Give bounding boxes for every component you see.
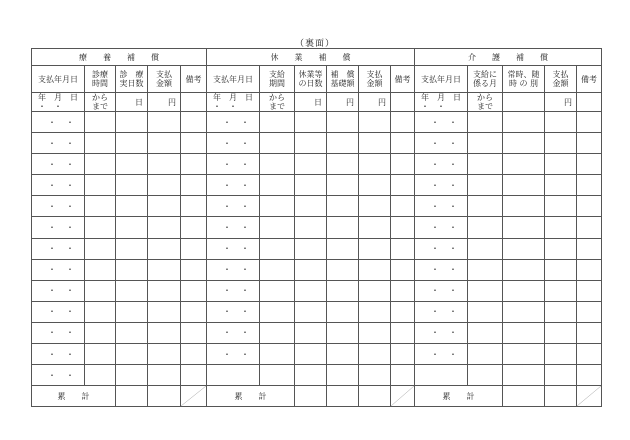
entry-cell[interactable] — [327, 217, 359, 238]
entry-cell[interactable] — [327, 154, 359, 175]
entry-cell[interactable] — [468, 322, 503, 343]
entry-cell[interactable] — [545, 217, 577, 238]
entry-cell[interactable] — [260, 112, 295, 133]
entry-cell[interactable] — [359, 196, 391, 217]
entry-cell[interactable] — [148, 217, 181, 238]
unit-cell: 円 — [148, 93, 181, 112]
column-header: 支払年月日 — [32, 66, 85, 93]
payment-date-cell[interactable] — [207, 365, 260, 386]
entry-cell[interactable] — [295, 280, 327, 301]
entry-cell[interactable] — [577, 217, 602, 238]
payment-date-cell[interactable]: ・・ — [415, 133, 468, 154]
entry-cell[interactable] — [468, 217, 503, 238]
entry-cell[interactable] — [85, 280, 116, 301]
table-row — [32, 175, 602, 196]
entry-cell[interactable] — [577, 259, 602, 280]
entry-cell[interactable] — [85, 217, 116, 238]
entry-cell[interactable] — [295, 238, 327, 259]
payment-date-cell[interactable]: ・・ — [415, 238, 468, 259]
entry-cell[interactable] — [181, 259, 207, 280]
total-cell[interactable] — [116, 386, 148, 407]
payment-date-cell[interactable]: ・・ — [32, 322, 85, 343]
unit-cell: 円 — [359, 93, 391, 112]
entry-cell[interactable] — [468, 154, 503, 175]
total-label: 累 計 — [207, 386, 295, 407]
table-row — [32, 217, 602, 238]
payment-date-cell[interactable]: ・・ — [207, 217, 260, 238]
entry-cell[interactable] — [148, 196, 181, 217]
payment-date-cell[interactable]: ・・ — [415, 280, 468, 301]
entry-cell[interactable] — [260, 322, 295, 343]
entry-cell[interactable] — [116, 301, 148, 322]
entry-cell[interactable] — [260, 365, 295, 386]
payment-date-cell[interactable]: ・・ — [32, 175, 85, 196]
entry-cell[interactable] — [116, 154, 148, 175]
payment-date-cell[interactable]: ・・ — [207, 322, 260, 343]
entry-cell[interactable] — [577, 344, 602, 365]
entry-cell[interactable] — [85, 175, 116, 196]
entry-cell[interactable] — [148, 365, 181, 386]
entry-cell[interactable] — [391, 175, 415, 196]
payment-date-cell[interactable]: ・・ — [415, 154, 468, 175]
entry-cell[interactable] — [468, 196, 503, 217]
entry-cell[interactable] — [468, 175, 503, 196]
entry-cell[interactable] — [148, 301, 181, 322]
table-row — [32, 112, 602, 133]
entry-cell[interactable] — [260, 344, 295, 365]
payment-date-cell[interactable]: ・・ — [207, 112, 260, 133]
entry-cell[interactable] — [359, 217, 391, 238]
entry-cell[interactable] — [391, 196, 415, 217]
compensation-ledger-table — [31, 48, 602, 407]
payment-date-cell[interactable]: ・・ — [207, 301, 260, 322]
entry-cell[interactable] — [148, 238, 181, 259]
entry-cell[interactable] — [116, 365, 148, 386]
payment-date-cell[interactable]: ・・ — [32, 301, 85, 322]
column-header: 補 償 基礎額 — [327, 66, 359, 93]
table-row — [32, 238, 602, 259]
entry-cell[interactable] — [391, 259, 415, 280]
entry-cell[interactable] — [327, 280, 359, 301]
entry-cell[interactable] — [503, 365, 545, 386]
entry-cell[interactable] — [359, 280, 391, 301]
payment-date-cell[interactable]: ・・ — [32, 259, 85, 280]
payment-date-cell[interactable]: ・・ — [32, 217, 85, 238]
payment-date-cell[interactable]: ・・ — [415, 301, 468, 322]
entry-cell[interactable] — [545, 301, 577, 322]
entry-cell[interactable] — [468, 238, 503, 259]
payment-date-cell[interactable]: ・・ — [207, 196, 260, 217]
column-header: 休業等 の日数 — [295, 66, 327, 93]
entry-cell[interactable] — [503, 196, 545, 217]
entry-cell[interactable] — [468, 280, 503, 301]
entry-cell[interactable] — [327, 238, 359, 259]
entry-cell[interactable] — [359, 112, 391, 133]
entry-cell[interactable] — [116, 175, 148, 196]
entry-cell[interactable] — [503, 322, 545, 343]
entry-cell[interactable] — [181, 175, 207, 196]
entry-cell[interactable] — [545, 154, 577, 175]
entry-cell[interactable] — [148, 175, 181, 196]
entry-cell[interactable] — [545, 259, 577, 280]
total-cell[interactable] — [327, 386, 359, 407]
entry-cell[interactable] — [148, 133, 181, 154]
entry-cell[interactable] — [503, 175, 545, 196]
entry-cell[interactable] — [295, 133, 327, 154]
payment-date-cell[interactable]: ・・ — [32, 112, 85, 133]
payment-date-cell[interactable]: ・・ — [207, 133, 260, 154]
entry-cell[interactable] — [545, 238, 577, 259]
payment-date-cell[interactable]: ・・ — [207, 238, 260, 259]
entry-cell[interactable] — [116, 238, 148, 259]
total-cell[interactable] — [545, 386, 577, 407]
entry-cell[interactable] — [260, 154, 295, 175]
column-header: 備考 — [577, 66, 602, 93]
payment-date-cell[interactable]: ・・ — [32, 344, 85, 365]
entry-cell[interactable] — [295, 154, 327, 175]
entry-cell[interactable] — [148, 154, 181, 175]
entry-cell[interactable] — [577, 112, 602, 133]
entry-cell[interactable] — [85, 112, 116, 133]
table-row — [32, 133, 602, 154]
section-title-1: 療 養 補 償 — [32, 49, 207, 66]
entry-cell[interactable] — [148, 344, 181, 365]
entry-cell[interactable] — [295, 217, 327, 238]
entry-cell[interactable] — [260, 301, 295, 322]
entry-cell[interactable] — [577, 280, 602, 301]
total-cell[interactable] — [295, 386, 327, 407]
entry-cell[interactable] — [359, 259, 391, 280]
entry-cell[interactable] — [359, 365, 391, 386]
entry-cell[interactable] — [260, 196, 295, 217]
entry-cell[interactable] — [295, 196, 327, 217]
entry-cell[interactable] — [545, 365, 577, 386]
entry-cell[interactable] — [327, 175, 359, 196]
entry-cell[interactable] — [85, 154, 116, 175]
entry-cell[interactable] — [260, 133, 295, 154]
total-remarks-void-cell — [391, 386, 415, 407]
unit-cell — [391, 93, 415, 112]
entry-cell[interactable] — [468, 133, 503, 154]
entry-cell[interactable] — [545, 280, 577, 301]
unit-cell: から まで — [85, 93, 116, 112]
entry-cell[interactable] — [85, 344, 116, 365]
entry-cell[interactable] — [327, 112, 359, 133]
entry-cell[interactable] — [503, 344, 545, 365]
entry-cell[interactable] — [327, 365, 359, 386]
total-cell[interactable] — [503, 386, 545, 407]
entry-cell[interactable] — [260, 217, 295, 238]
column-header: 備考 — [181, 66, 207, 93]
entry-cell[interactable] — [391, 365, 415, 386]
unit-cell: 年 月 日 ・ ・ — [415, 93, 468, 112]
entry-cell[interactable] — [116, 280, 148, 301]
entry-cell[interactable] — [468, 301, 503, 322]
entry-cell[interactable] — [468, 344, 503, 365]
entry-cell[interactable] — [327, 133, 359, 154]
entry-cell[interactable] — [391, 133, 415, 154]
entry-cell[interactable] — [503, 133, 545, 154]
entry-cell[interactable] — [545, 322, 577, 343]
total-remarks-void-cell — [181, 386, 207, 407]
column-header: 支払 金額 — [148, 66, 181, 93]
entry-cell[interactable] — [116, 322, 148, 343]
total-cell[interactable] — [359, 386, 391, 407]
payment-date-cell[interactable]: ・・ — [207, 175, 260, 196]
entry-cell[interactable] — [391, 280, 415, 301]
entry-cell[interactable] — [545, 196, 577, 217]
unit-cell: 円 — [545, 93, 577, 112]
entry-cell[interactable] — [503, 259, 545, 280]
entry-cell[interactable] — [260, 259, 295, 280]
entry-cell[interactable] — [359, 175, 391, 196]
entry-cell[interactable] — [391, 154, 415, 175]
entry-cell[interactable] — [577, 365, 602, 386]
entry-cell[interactable] — [468, 259, 503, 280]
payment-date-cell[interactable]: ・・ — [415, 259, 468, 280]
unit-cell: 円 — [327, 93, 359, 112]
entry-cell[interactable] — [503, 217, 545, 238]
entry-cell[interactable] — [545, 175, 577, 196]
entry-cell[interactable] — [295, 301, 327, 322]
entry-cell[interactable] — [260, 280, 295, 301]
column-header: 支払年月日 — [207, 66, 260, 93]
entry-cell[interactable] — [181, 280, 207, 301]
entry-cell[interactable] — [327, 196, 359, 217]
column-header: 支給に 係る月 — [468, 66, 503, 93]
entry-cell[interactable] — [545, 133, 577, 154]
entry-cell[interactable] — [295, 112, 327, 133]
table-row — [32, 365, 602, 386]
entry-cell[interactable] — [391, 301, 415, 322]
entry-cell[interactable] — [295, 175, 327, 196]
unit-cell: 年 月 日 ・ ・ — [32, 93, 85, 112]
entry-cell[interactable] — [391, 217, 415, 238]
entry-cell[interactable] — [295, 259, 327, 280]
entry-cell[interactable] — [85, 133, 116, 154]
payment-date-cell[interactable]: ・・ — [415, 322, 468, 343]
table-row — [32, 344, 602, 365]
payment-date-cell[interactable]: ・・ — [32, 238, 85, 259]
entry-cell[interactable] — [116, 112, 148, 133]
entry-cell[interactable] — [181, 217, 207, 238]
entry-cell[interactable] — [468, 365, 503, 386]
entry-cell[interactable] — [391, 344, 415, 365]
unit-cell: から まで — [260, 93, 295, 112]
payment-date-cell[interactable]: ・・ — [415, 175, 468, 196]
entry-cell[interactable] — [181, 154, 207, 175]
entry-cell[interactable] — [577, 133, 602, 154]
column-header: 診療 時間 — [85, 66, 116, 93]
entry-cell[interactable] — [359, 301, 391, 322]
entry-cell[interactable] — [359, 133, 391, 154]
total-label: 累 計 — [415, 386, 503, 407]
entry-cell[interactable] — [391, 322, 415, 343]
entry-cell[interactable] — [181, 112, 207, 133]
entry-cell[interactable] — [181, 322, 207, 343]
unit-cell — [577, 93, 602, 112]
entry-cell[interactable] — [181, 365, 207, 386]
column-header: 支払 金額 — [545, 66, 577, 93]
entry-cell[interactable] — [577, 175, 602, 196]
payment-date-cell[interactable]: ・・ — [415, 344, 468, 365]
unit-cell: から まで — [468, 93, 503, 112]
unit-cell: 年 月 日 ・ ・ — [207, 93, 260, 112]
table-row — [32, 301, 602, 322]
entry-cell[interactable] — [359, 154, 391, 175]
section-title-2: 休 業 補 償 — [207, 49, 415, 66]
entry-cell[interactable] — [116, 259, 148, 280]
entry-cell[interactable] — [359, 238, 391, 259]
entry-cell[interactable] — [181, 196, 207, 217]
payment-date-cell[interactable]: ・・ — [32, 154, 85, 175]
entry-cell[interactable] — [116, 344, 148, 365]
total-label: 累 計 — [32, 386, 116, 407]
unit-cell: 日 — [295, 93, 327, 112]
entry-cell[interactable] — [85, 322, 116, 343]
entry-cell[interactable] — [327, 259, 359, 280]
entry-cell[interactable] — [391, 238, 415, 259]
entry-cell[interactable] — [545, 344, 577, 365]
entry-cell[interactable] — [181, 133, 207, 154]
table-row — [32, 280, 602, 301]
column-header: 診 療 実日数 — [116, 66, 148, 93]
entry-cell[interactable] — [295, 344, 327, 365]
column-header: 備考 — [391, 66, 415, 93]
entry-cell[interactable] — [181, 238, 207, 259]
entry-cell[interactable] — [116, 196, 148, 217]
payment-date-cell[interactable]: ・・ — [207, 344, 260, 365]
payment-date-cell[interactable]: ・・ — [32, 365, 85, 386]
payment-date-cell[interactable]: ・・ — [415, 217, 468, 238]
entry-cell[interactable] — [327, 322, 359, 343]
payment-date-cell[interactable]: ・・ — [415, 196, 468, 217]
payment-date-cell[interactable]: ・・ — [32, 196, 85, 217]
entry-cell[interactable] — [577, 154, 602, 175]
table-row — [32, 322, 602, 343]
entry-cell[interactable] — [503, 238, 545, 259]
column-header: 支払年月日 — [415, 66, 468, 93]
entry-cell[interactable] — [116, 217, 148, 238]
entry-cell[interactable] — [148, 280, 181, 301]
entry-cell[interactable] — [295, 322, 327, 343]
entry-cell[interactable] — [327, 301, 359, 322]
payment-date-cell[interactable]: ・・ — [207, 154, 260, 175]
payment-date-cell[interactable]: ・・ — [415, 112, 468, 133]
entry-cell[interactable] — [577, 196, 602, 217]
entry-cell[interactable] — [359, 344, 391, 365]
entry-cell[interactable] — [85, 365, 116, 386]
entry-cell[interactable] — [391, 112, 415, 133]
entry-cell[interactable] — [148, 322, 181, 343]
payment-date-cell[interactable]: ・・ — [207, 259, 260, 280]
page-caption: （裏面） — [294, 39, 335, 49]
column-header: 常時、随 時 の 別 — [503, 66, 545, 93]
entry-cell[interactable] — [295, 365, 327, 386]
entry-cell[interactable] — [327, 344, 359, 365]
column-header: 支払 金額 — [359, 66, 391, 93]
entry-cell[interactable] — [503, 301, 545, 322]
total-remarks-void-cell — [577, 386, 602, 407]
table-row — [32, 154, 602, 175]
ledger-sheet — [31, 48, 602, 407]
unit-cell — [181, 93, 207, 112]
unit-cell: 日 — [116, 93, 148, 112]
entry-cell[interactable] — [503, 280, 545, 301]
table-row — [32, 259, 602, 280]
entry-cell[interactable] — [359, 322, 391, 343]
table-row — [32, 196, 602, 217]
entry-cell[interactable] — [85, 238, 116, 259]
payment-date-cell[interactable]: ・・ — [207, 280, 260, 301]
entry-cell[interactable] — [85, 259, 116, 280]
column-header: 支給 期間 — [260, 66, 295, 93]
entry-cell[interactable] — [503, 112, 545, 133]
entry-cell[interactable] — [116, 133, 148, 154]
entry-cell[interactable] — [577, 322, 602, 343]
section-title-3: 介 護 補 償 — [415, 49, 602, 66]
entry-cell[interactable] — [85, 301, 116, 322]
payment-date-cell[interactable]: ・・ — [32, 133, 85, 154]
entry-cell[interactable] — [577, 238, 602, 259]
total-cell[interactable] — [148, 386, 181, 407]
entry-cell[interactable] — [148, 259, 181, 280]
payment-date-cell[interactable] — [415, 365, 468, 386]
unit-cell — [503, 93, 545, 112]
entry-cell[interactable] — [181, 301, 207, 322]
entry-cell[interactable] — [148, 112, 181, 133]
entry-cell[interactable] — [260, 238, 295, 259]
entry-cell[interactable] — [468, 112, 503, 133]
payment-date-cell[interactable]: ・・ — [32, 280, 85, 301]
entry-cell[interactable] — [85, 196, 116, 217]
entry-cell[interactable] — [260, 175, 295, 196]
entry-cell[interactable] — [181, 344, 207, 365]
entry-cell[interactable] — [545, 112, 577, 133]
entry-cell[interactable] — [503, 154, 545, 175]
entry-cell[interactable] — [577, 301, 602, 322]
